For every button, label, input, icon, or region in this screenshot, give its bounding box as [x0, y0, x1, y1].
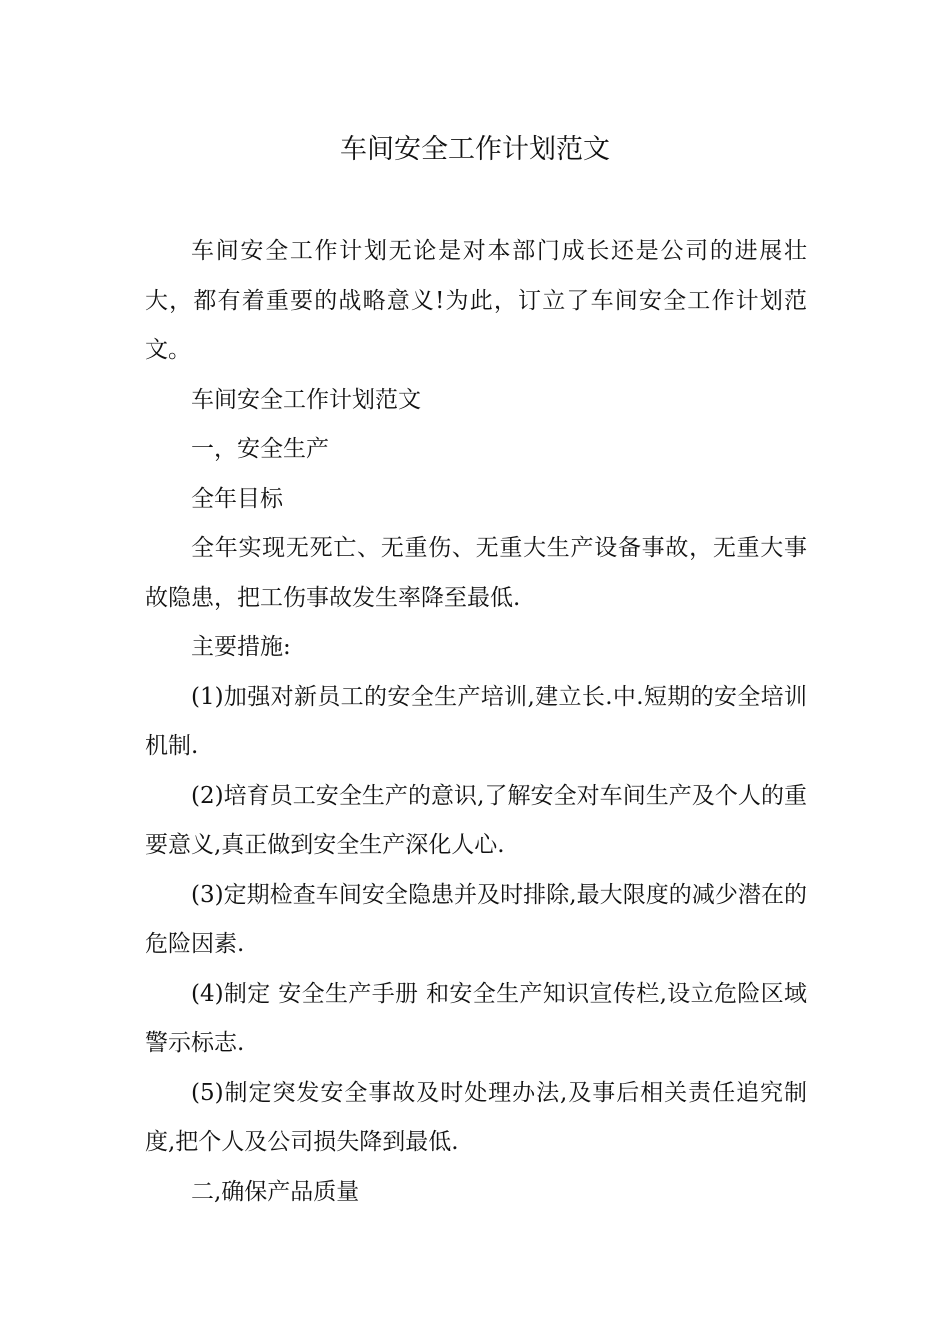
measure-item-4: (4)制定 安全生产手册 和安全生产知识宣传栏,设立危险区域警示标志. [145, 980, 807, 1056]
measure-item-1: (1)加强对新员工的安全生产培训,建立长.中.短期的安全培训机制. [145, 683, 807, 759]
section-heading-safety: 一，安全生产 [191, 436, 329, 462]
measure-item-5: (5)制定突发安全事故及时处理办法,及事后相关责任追究制度,把个人及公司损失降到最低. [145, 1079, 807, 1155]
section-heading-quality: 二,确保产品质量 [191, 1178, 360, 1205]
document-body [145, 227, 807, 1217]
measure-item-3: (3)定期检查车间安全隐患并及时排除,最大限度的减少潜在的危险因素. [145, 881, 807, 957]
document-title: 车间安全工作计划范文 [340, 134, 610, 165]
annual-goal-paragraph: 全年实现无死亡、无重伤、无重大生产设备事故，无重大事故隐患，把工伤事故发生率降至最低. [145, 535, 807, 611]
section-heading: 车间安全工作计划范文 [191, 386, 421, 413]
measure-item-2: (2)培育员工安全生产的意识,了解安全对车间生产及个人的重要意义,真正做到安全生产深化人心. [145, 782, 807, 858]
subheading-annual-goal: 全年目标 [191, 485, 283, 512]
intro-paragraph: 车间安全工作计划无论是对本部门成长还是公司的进展壮大，都有着重要的战略意义!为此，订立了车间安全工作计划范文。 [145, 238, 807, 363]
subheading-measures: 主要措施: [191, 634, 291, 660]
